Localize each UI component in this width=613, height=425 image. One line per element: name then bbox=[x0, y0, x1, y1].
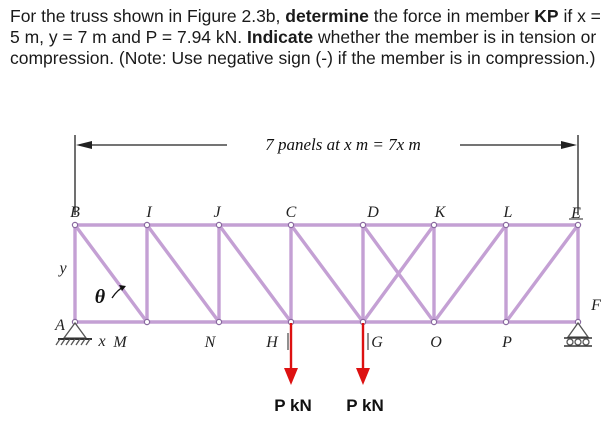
load-arrow-h bbox=[284, 323, 298, 385]
node-label-k: K bbox=[434, 204, 446, 221]
node-label-j: J bbox=[213, 204, 221, 221]
node-label-g: G bbox=[371, 334, 383, 351]
question-emphasis-indicate: Indicate bbox=[247, 27, 314, 47]
load-label-h: P kN bbox=[274, 396, 312, 415]
dimension-label: 7 panels at x m = 7x m bbox=[265, 135, 421, 154]
panel-label-x: x bbox=[98, 333, 106, 350]
node-label-c: C bbox=[285, 204, 297, 221]
question-part-2: the force in member bbox=[368, 6, 535, 26]
node-label-d: D bbox=[367, 204, 379, 221]
node-label-e: E bbox=[571, 205, 581, 222]
load-label-g: P kN bbox=[346, 396, 384, 415]
node-label-o: O bbox=[430, 334, 442, 351]
load-arrow-g bbox=[356, 323, 370, 385]
question-part-4: whether the member is in tension or compression. (Note: Use negative sign (-) if the member is in compression.) bbox=[10, 27, 597, 68]
node-label-h: H bbox=[266, 334, 278, 351]
question-part-3: if x = 5 m, y = 7 m and P = 7.94 kN. bbox=[10, 6, 601, 47]
node-label-p: P bbox=[502, 334, 512, 351]
node-label-l: L bbox=[503, 204, 513, 221]
support-label-f: F bbox=[591, 297, 601, 314]
angle-label-theta: θ bbox=[94, 286, 106, 308]
truss-members bbox=[75, 225, 578, 322]
question-emphasis-member: KP bbox=[534, 6, 559, 26]
question-emphasis-determine: determine bbox=[285, 6, 369, 26]
node-label-m: M bbox=[113, 334, 127, 351]
node-label-n: N bbox=[204, 334, 216, 351]
node-label-i: I bbox=[146, 204, 152, 221]
roller-support-right bbox=[564, 323, 592, 346]
support-label-a: A bbox=[55, 317, 65, 334]
question-part-1: For the truss shown in Figure 2.3b, bbox=[10, 6, 286, 26]
height-label-y: y bbox=[59, 260, 67, 277]
node-label-b: B bbox=[70, 204, 80, 221]
